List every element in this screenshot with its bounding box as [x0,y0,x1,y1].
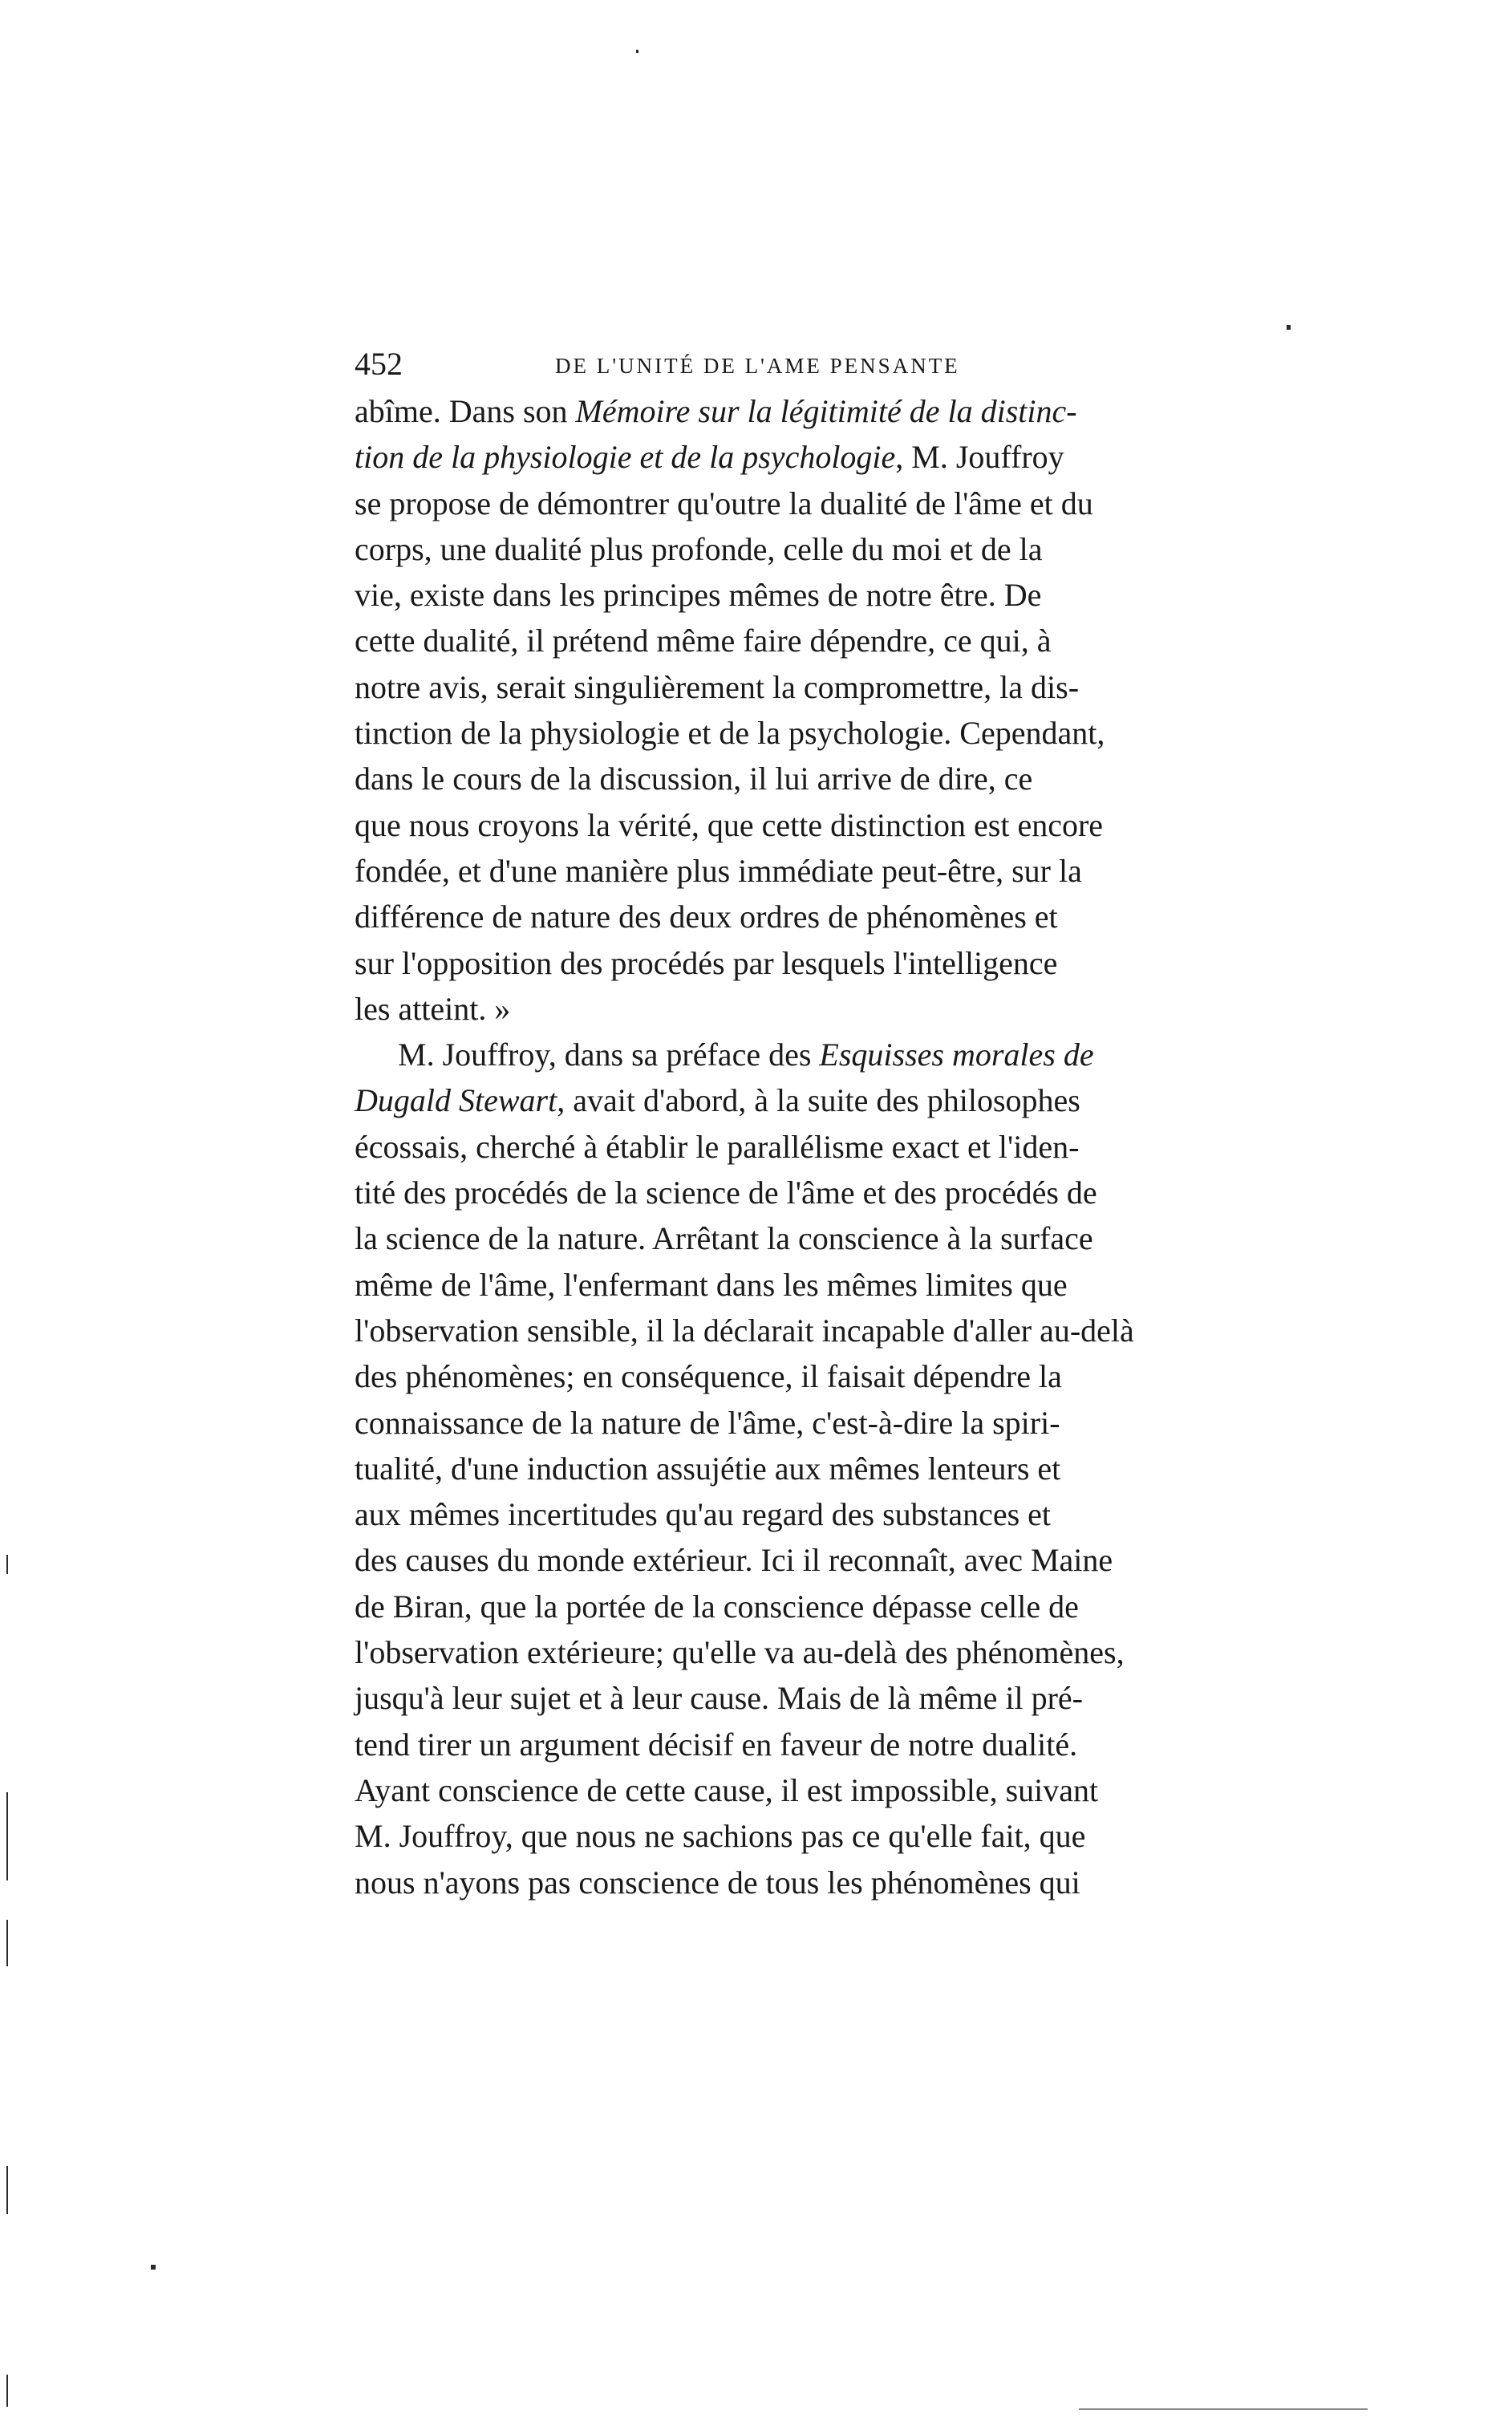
scan-margin-line [6,1555,8,1574]
text-line [355,1077,1237,1123]
scan-speck [1287,325,1291,330]
text-line [355,434,1237,480]
text-line [355,1813,1237,1859]
text-segment: des causes du monde extérieur. Ici il reconnaît, avec Maine [355,1542,1113,1579]
text-line [355,664,1237,710]
scan-bottom-line [1079,2408,1368,2410]
text-segment: de Biran, que la portée de la conscience dépasse celle de [355,1588,1079,1625]
text-segment: Ayant conscience de cette cause, il est impossible, suivant [355,1771,1099,1808]
text-segment: tité des procédés de la science de l'âme et des procédés de [355,1174,1097,1211]
text-segment: l'observation sensible, il la déclarait incapable d'aller au-delà [355,1312,1134,1349]
text-segment: les atteint. » [355,990,511,1027]
text-segment: M. Jouffroy, que nous ne sachions pas ce qu'elle fait, que [355,1818,1086,1855]
page-number: 452 [355,346,403,382]
text-segment: tualité, d'une induction assujétie aux mêmes lenteurs et [355,1450,1061,1487]
text-line [355,1032,1237,1077]
italic-text-segment: Esquisses morales de [819,1037,1094,1073]
text-segment: corps, une dualité plus profonde, celle du moi et de la [355,530,1043,567]
text-line [355,1446,1237,1491]
italic-text-segment: Mémoire sur la légitimité de la distinc- [575,393,1077,429]
text-segment: jusqu'à leur sujet et à leur cause. Mais de là même il pré- [355,1680,1083,1717]
text-line [355,710,1237,756]
text-segment: connaissance de la nature de l'âme, c'est-à-dire la spiri- [355,1404,1060,1441]
italic-text-segment: tion de la physiologie et de la psychologie [355,439,896,476]
text-line [355,1767,1237,1813]
text-segment: tend tirer un argument décisif en faveur de notre dualité. [355,1726,1078,1763]
text-segment: tinction de la physiologie et de la psychologie. Cependant, [355,715,1105,752]
text-line [355,1629,1237,1675]
text-line [355,388,1237,434]
scan-margin-line [6,2375,8,2407]
text-line [355,986,1237,1032]
scan-speck [151,2265,156,2270]
text-line [355,481,1237,526]
text-segment: M. Jouffroy, dans sa préface des [398,1037,820,1073]
text-segment: fondée, et d'une manière plus immédiate peut-être, sur la [355,852,1082,889]
text-segment: cette dualité, il prétend même faire dépendre, ce qui, à [355,623,1052,659]
text-line [355,1537,1237,1583]
text-line [355,1170,1237,1215]
text-segment: sur l'opposition des procédés par lesquels l'intelligence [355,944,1058,981]
text-line [355,1860,1237,1905]
scan-margin-line [6,1792,8,1880]
text-segment: abîme. Dans son [355,393,576,429]
text-segment: même de l'âme, l'enfermant dans les mêmes limites que [355,1266,1068,1303]
italic-text-segment: Dugald Stewart [355,1082,557,1119]
text-segment: se propose de démontrer qu'outre la dualité de l'âme et du [355,485,1093,521]
text-line [355,802,1237,848]
text-line [355,1308,1237,1353]
text-segment: , M. Jouffroy [895,439,1064,476]
text-segment: , avait d'abord, à la suite des philosophes [557,1082,1080,1119]
text-segment: l'observation extérieure; qu'elle va au-delà des phénomènes, [355,1634,1125,1671]
text-segment: vie, existe dans les principes mêmes de notre être. De [355,577,1042,614]
scan-margin-line [6,1920,8,1966]
text-line [355,1400,1237,1446]
running-head-title: DE L'UNITÉ DE L'AME PENSANTE [555,354,960,378]
text-segment: aux mêmes incertitudes qu'au regard des substances et [355,1496,1052,1533]
text-line [355,1124,1237,1170]
text-segment: dans le cours de la discussion, il lui arrive de dire, ce [355,761,1033,797]
text-line [355,526,1237,572]
text-segment: la science de la nature. Arrêtant la conscience à la surface [355,1220,1093,1257]
text-segment: des phénomènes; en conséquence, il faisait dépendre la [355,1358,1062,1395]
text-line [355,940,1237,986]
text-line [355,1584,1237,1629]
text-line [355,1262,1237,1308]
body-text [355,388,1237,1905]
text-line [355,1722,1237,1767]
text-line [355,848,1237,894]
text-segment: différence de nature des deux ordres de phénomènes et [355,899,1058,935]
text-segment: notre avis, serait singulièrement la compromettre, la dis- [355,668,1080,705]
text-segment: nous n'ayons pas conscience de tous les phénomènes qui [355,1864,1080,1901]
text-line [355,1353,1237,1399]
text-line [355,618,1237,663]
text-segment: que nous croyons la vérité, que cette distinction est encore [355,806,1104,843]
text-line [355,1215,1237,1261]
text-line [355,894,1237,939]
text-line [355,1675,1237,1721]
text-line [355,572,1237,618]
scan-speck [636,50,638,53]
text-segment: écossais, cherché à établir le parallélisme exact et l'iden- [355,1128,1080,1165]
text-line [355,1491,1237,1537]
running-head [355,347,999,382]
scan-margin-line [6,2166,8,2214]
text-line [355,756,1237,801]
